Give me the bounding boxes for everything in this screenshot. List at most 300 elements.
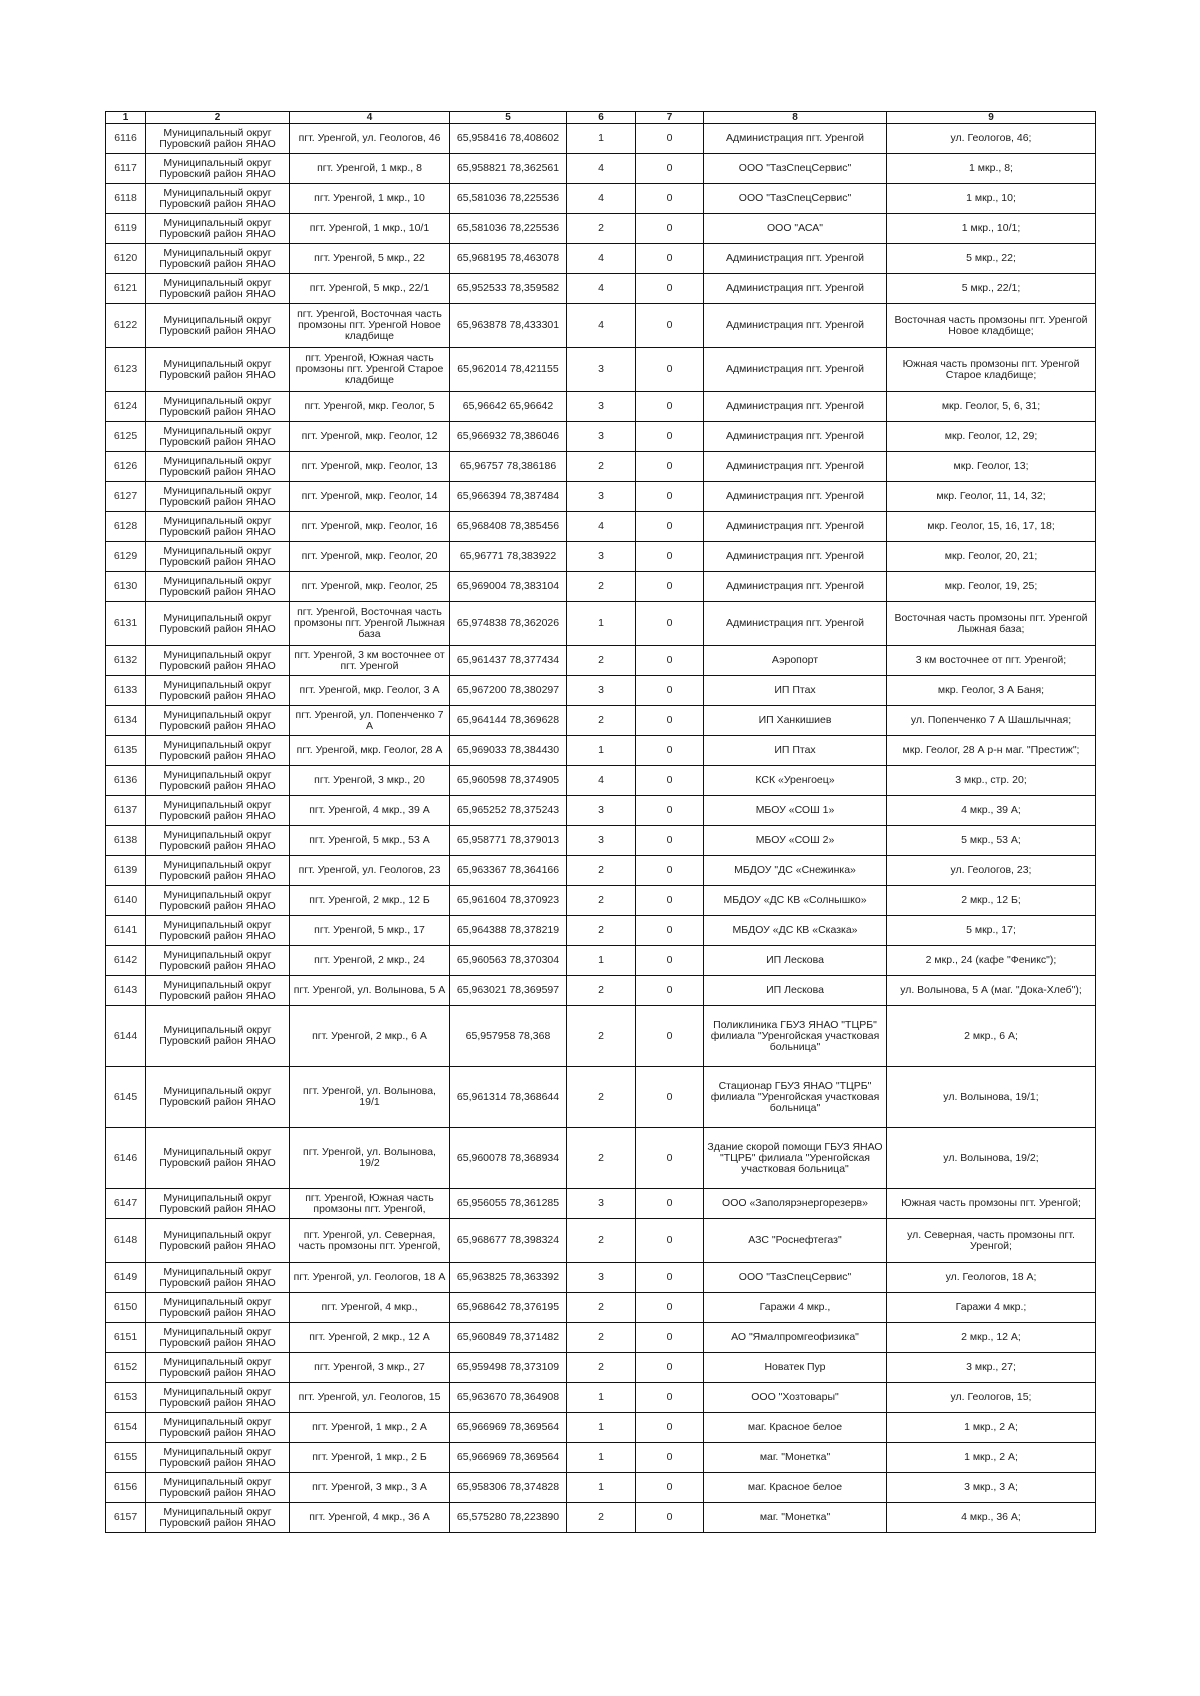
cell-address: пгт. Уренгой, мкр. Геолог, 13 <box>290 452 450 482</box>
cell-municipality: Муниципальный округ Пуровский район ЯНАО <box>146 916 290 946</box>
cell-number: 6151 <box>106 1323 146 1353</box>
cell-coordinates: 65,958821 78,362561 <box>450 154 567 184</box>
cell-col6: 3 <box>567 422 636 452</box>
cell-owner: МБОУ «СОШ 2» <box>704 826 887 856</box>
cell-number: 6131 <box>106 602 146 646</box>
cell-owner: Администрация пгт. Уренгой <box>704 542 887 572</box>
cell-location: мкр. Геолог, 20, 21; <box>887 542 1096 572</box>
cell-col7: 0 <box>636 1323 704 1353</box>
cell-municipality: Муниципальный округ Пуровский район ЯНАО <box>146 1473 290 1503</box>
table-row <box>106 214 1096 244</box>
cell-col6: 3 <box>567 482 636 512</box>
cell-municipality: Муниципальный округ Пуровский район ЯНАО <box>146 422 290 452</box>
cell-location: мкр. Геолог, 12, 29; <box>887 422 1096 452</box>
cell-municipality: Муниципальный округ Пуровский район ЯНАО <box>146 154 290 184</box>
cell-number: 6136 <box>106 766 146 796</box>
cell-col7: 0 <box>636 946 704 976</box>
cell-location: ул. Попенченко 7 А Шашлычная; <box>887 706 1096 736</box>
cell-col7: 0 <box>636 572 704 602</box>
cell-municipality: Муниципальный округ Пуровский район ЯНАО <box>146 1219 290 1263</box>
table-row <box>106 244 1096 274</box>
cell-col6: 1 <box>567 602 636 646</box>
cell-col7: 0 <box>636 766 704 796</box>
cell-col6: 2 <box>567 1293 636 1323</box>
cell-address: пгт. Уренгой, Восточная часть промзоны пгт. Уренгой Новое кладбище <box>290 304 450 348</box>
cell-coordinates: 65,968677 78,398324 <box>450 1219 567 1263</box>
cell-number: 6155 <box>106 1443 146 1473</box>
cell-address: пгт. Уренгой, ул. Геологов, 23 <box>290 856 450 886</box>
table-row <box>106 1413 1096 1443</box>
cell-number: 6152 <box>106 1353 146 1383</box>
cell-municipality: Муниципальный округ Пуровский район ЯНАО <box>146 1128 290 1189</box>
cell-address: пгт. Уренгой, 3 мкр., 3 А <box>290 1473 450 1503</box>
cell-col7: 0 <box>636 736 704 766</box>
cell-number: 6156 <box>106 1473 146 1503</box>
cell-number: 6143 <box>106 976 146 1006</box>
registry-sheet <box>105 111 1096 1533</box>
cell-municipality: Муниципальный округ Пуровский район ЯНАО <box>146 274 290 304</box>
cell-location: Восточная часть промзоны пгт. Уренгой Новое кладбище; <box>887 304 1096 348</box>
cell-owner: АО "Ямалпромгеофизика" <box>704 1323 887 1353</box>
cell-number: 6125 <box>106 422 146 452</box>
cell-col7: 0 <box>636 1503 704 1533</box>
cell-col6: 3 <box>567 1263 636 1293</box>
cell-col7: 0 <box>636 482 704 512</box>
table-row <box>106 1323 1096 1353</box>
col-header-7: 7 <box>636 112 704 124</box>
cell-owner: Администрация пгт. Уренгой <box>704 244 887 274</box>
cell-col7: 0 <box>636 916 704 946</box>
cell-address: пгт. Уренгой, 1 мкр., 2 А <box>290 1413 450 1443</box>
cell-col7: 0 <box>636 1443 704 1473</box>
table-row <box>106 542 1096 572</box>
cell-municipality: Муниципальный округ Пуровский район ЯНАО <box>146 542 290 572</box>
cell-municipality: Муниципальный округ Пуровский район ЯНАО <box>146 1067 290 1128</box>
cell-col6: 2 <box>567 1353 636 1383</box>
cell-col6: 2 <box>567 452 636 482</box>
table-row <box>106 348 1096 392</box>
cell-location: 4 мкр., 39 А; <box>887 796 1096 826</box>
cell-number: 6132 <box>106 646 146 676</box>
cell-col6: 2 <box>567 1503 636 1533</box>
cell-municipality: Муниципальный округ Пуровский район ЯНАО <box>146 676 290 706</box>
cell-owner: Аэропорт <box>704 646 887 676</box>
cell-municipality: Муниципальный округ Пуровский район ЯНАО <box>146 886 290 916</box>
cell-number: 6148 <box>106 1219 146 1263</box>
cell-owner: Здание скорой помощи ГБУЗ ЯНАО "ТЦРБ" филиала "Уренгойская участковая больница" <box>704 1128 887 1189</box>
cell-coordinates: 65,965252 78,375243 <box>450 796 567 826</box>
table-row <box>106 124 1096 154</box>
cell-municipality: Муниципальный округ Пуровский район ЯНАО <box>146 856 290 886</box>
cell-col7: 0 <box>636 1473 704 1503</box>
cell-address: пгт. Уренгой, мкр. Геолог, 25 <box>290 572 450 602</box>
cell-address: пгт. Уренгой, мкр. Геолог, 16 <box>290 512 450 542</box>
cell-col7: 0 <box>636 392 704 422</box>
cell-coordinates: 65,968408 78,385456 <box>450 512 567 542</box>
cell-number: 6130 <box>106 572 146 602</box>
cell-col7: 0 <box>636 124 704 154</box>
cell-coordinates: 65,96757 78,386186 <box>450 452 567 482</box>
cell-owner: Администрация пгт. Уренгой <box>704 602 887 646</box>
col-header-1: 1 <box>106 112 146 124</box>
cell-owner: ООО "ТазСпецСервис" <box>704 1263 887 1293</box>
cell-col7: 0 <box>636 1413 704 1443</box>
cell-col7: 0 <box>636 1128 704 1189</box>
cell-municipality: Муниципальный округ Пуровский район ЯНАО <box>146 1323 290 1353</box>
cell-address: пгт. Уренгой, ул. Попенченко 7 А <box>290 706 450 736</box>
table-row <box>106 976 1096 1006</box>
cell-coordinates: 65,966969 78,369564 <box>450 1443 567 1473</box>
col-header-8: 8 <box>704 112 887 124</box>
cell-address: пгт. Уренгой, 5 мкр., 53 А <box>290 826 450 856</box>
cell-coordinates: 65,963878 78,433301 <box>450 304 567 348</box>
cell-location: мкр. Геолог, 28 А р-н маг. "Престиж"; <box>887 736 1096 766</box>
table-row <box>106 736 1096 766</box>
cell-municipality: Муниципальный округ Пуровский район ЯНАО <box>146 706 290 736</box>
cell-coordinates: 65,957958 78,368 <box>450 1006 567 1067</box>
cell-location: ул. Геологов, 15; <box>887 1383 1096 1413</box>
table-row <box>106 1473 1096 1503</box>
cell-location: мкр. Геолог, 5, 6, 31; <box>887 392 1096 422</box>
cell-number: 6118 <box>106 184 146 214</box>
cell-address: пгт. Уренгой, мкр. Геолог, 14 <box>290 482 450 512</box>
cell-coordinates: 65,581036 78,225536 <box>450 214 567 244</box>
cell-owner: ООО "ТазСпецСервис" <box>704 154 887 184</box>
cell-owner: ООО "ТазСпецСервис" <box>704 184 887 214</box>
cell-owner: ИП Ханкишиев <box>704 706 887 736</box>
cell-coordinates: 65,960849 78,371482 <box>450 1323 567 1353</box>
cell-address: пгт. Уренгой, ул. Волынова, 19/2 <box>290 1128 450 1189</box>
cell-municipality: Муниципальный округ Пуровский район ЯНАО <box>146 766 290 796</box>
cell-location: 2 мкр., 12 А; <box>887 1323 1096 1353</box>
cell-address: пгт. Уренгой, Восточная часть промзоны пгт. Уренгой Лыжная база <box>290 602 450 646</box>
cell-coordinates: 65,960078 78,368934 <box>450 1128 567 1189</box>
cell-number: 6144 <box>106 1006 146 1067</box>
cell-location: 1 мкр., 10/1; <box>887 214 1096 244</box>
cell-location: Восточная часть промзоны пгт. Уренгой Лыжная база; <box>887 602 1096 646</box>
cell-number: 6127 <box>106 482 146 512</box>
cell-address: пгт. Уренгой, 3 мкр., 20 <box>290 766 450 796</box>
cell-municipality: Муниципальный округ Пуровский район ЯНАО <box>146 1189 290 1219</box>
cell-owner: ООО "Хозтовары" <box>704 1383 887 1413</box>
table-row <box>106 646 1096 676</box>
cell-location: ул. Геологов, 46; <box>887 124 1096 154</box>
cell-number: 6124 <box>106 392 146 422</box>
cell-col7: 0 <box>636 1293 704 1323</box>
cell-col6: 1 <box>567 1473 636 1503</box>
cell-municipality: Муниципальный округ Пуровский район ЯНАО <box>146 244 290 274</box>
cell-coordinates: 65,964388 78,378219 <box>450 916 567 946</box>
cell-number: 6140 <box>106 886 146 916</box>
cell-owner: Администрация пгт. Уренгой <box>704 482 887 512</box>
cell-owner: КСК «Уренгоец» <box>704 766 887 796</box>
cell-owner: МБДОУ «ДС КВ «Солнышко» <box>704 886 887 916</box>
cell-location: 5 мкр., 22/1; <box>887 274 1096 304</box>
cell-number: 6135 <box>106 736 146 766</box>
cell-col6: 3 <box>567 676 636 706</box>
cell-col6: 4 <box>567 512 636 542</box>
table-row <box>106 1189 1096 1219</box>
cell-municipality: Муниципальный округ Пуровский район ЯНАО <box>146 1353 290 1383</box>
cell-owner: Поликлиника ГБУЗ ЯНАО "ТЦРБ" филиала "Уренгойская участковая больница" <box>704 1006 887 1067</box>
cell-coordinates: 65,961604 78,370923 <box>450 886 567 916</box>
cell-coordinates: 65,963021 78,369597 <box>450 976 567 1006</box>
cell-number: 6129 <box>106 542 146 572</box>
cell-location: 5 мкр., 53 А; <box>887 826 1096 856</box>
table-row <box>106 1067 1096 1128</box>
cell-address: пгт. Уренгой, 1 мкр., 8 <box>290 154 450 184</box>
cell-location: мкр. Геолог, 11, 14, 32; <box>887 482 1096 512</box>
cell-col6: 2 <box>567 646 636 676</box>
cell-col6: 3 <box>567 826 636 856</box>
cell-col6: 1 <box>567 124 636 154</box>
cell-municipality: Муниципальный округ Пуровский район ЯНАО <box>146 946 290 976</box>
cell-coordinates: 65,581036 78,225536 <box>450 184 567 214</box>
cell-municipality: Муниципальный округ Пуровский район ЯНАО <box>146 1006 290 1067</box>
cell-coordinates: 65,966394 78,387484 <box>450 482 567 512</box>
cell-col7: 0 <box>636 706 704 736</box>
cell-owner: ИП Птах <box>704 736 887 766</box>
cell-coordinates: 65,956055 78,361285 <box>450 1189 567 1219</box>
cell-address: пгт. Уренгой, 1 мкр., 2 Б <box>290 1443 450 1473</box>
cell-number: 6147 <box>106 1189 146 1219</box>
cell-owner: Стационар ГБУЗ ЯНАО "ТЦРБ" филиала "Уренгойская участковая больница" <box>704 1067 887 1128</box>
cell-owner: маг. "Монетка" <box>704 1443 887 1473</box>
cell-number: 6126 <box>106 452 146 482</box>
cell-address: пгт. Уренгой, 2 мкр., 6 А <box>290 1006 450 1067</box>
cell-municipality: Муниципальный округ Пуровский район ЯНАО <box>146 646 290 676</box>
cell-municipality: Муниципальный округ Пуровский район ЯНАО <box>146 512 290 542</box>
table-row <box>106 1263 1096 1293</box>
cell-municipality: Муниципальный округ Пуровский район ЯНАО <box>146 826 290 856</box>
cell-owner: Администрация пгт. Уренгой <box>704 572 887 602</box>
cell-coordinates: 65,575280 78,223890 <box>450 1503 567 1533</box>
header-row <box>106 112 1096 124</box>
cell-col6: 3 <box>567 542 636 572</box>
table-row <box>106 946 1096 976</box>
cell-col7: 0 <box>636 214 704 244</box>
table-row <box>106 796 1096 826</box>
cell-coordinates: 65,960598 78,374905 <box>450 766 567 796</box>
cell-number: 6117 <box>106 154 146 184</box>
cell-owner: Администрация пгт. Уренгой <box>704 422 887 452</box>
cell-location: ул. Волынова, 19/1; <box>887 1067 1096 1128</box>
cell-col7: 0 <box>636 274 704 304</box>
cell-municipality: Муниципальный округ Пуровский район ЯНАО <box>146 214 290 244</box>
cell-municipality: Муниципальный округ Пуровский район ЯНАО <box>146 452 290 482</box>
cell-location: Гаражи 4 мкр.; <box>887 1293 1096 1323</box>
cell-owner: МБДОУ "ДС «Снежинка» <box>704 856 887 886</box>
table-row <box>106 452 1096 482</box>
cell-municipality: Муниципальный округ Пуровский район ЯНАО <box>146 1503 290 1533</box>
cell-location: Южная часть промзоны пгт. Уренгой; <box>887 1189 1096 1219</box>
registry-table <box>105 111 1096 1533</box>
cell-coordinates: 65,968642 78,376195 <box>450 1293 567 1323</box>
cell-number: 6145 <box>106 1067 146 1128</box>
cell-col6: 2 <box>567 976 636 1006</box>
cell-coordinates: 65,963825 78,363392 <box>450 1263 567 1293</box>
table-row <box>106 706 1096 736</box>
cell-location: 5 мкр., 22; <box>887 244 1096 274</box>
cell-address: пгт. Уренгой, мкр. Геолог, 5 <box>290 392 450 422</box>
table-row <box>106 572 1096 602</box>
cell-owner: МБДОУ «ДС КВ «Сказка» <box>704 916 887 946</box>
cell-coordinates: 65,958306 78,374828 <box>450 1473 567 1503</box>
cell-col7: 0 <box>636 1383 704 1413</box>
cell-coordinates: 65,961314 78,368644 <box>450 1067 567 1128</box>
cell-location: мкр. Геолог, 13; <box>887 452 1096 482</box>
cell-col7: 0 <box>636 184 704 214</box>
cell-col6: 3 <box>567 392 636 422</box>
table-row <box>106 304 1096 348</box>
cell-address: пгт. Уренгой, 5 мкр., 22 <box>290 244 450 274</box>
cell-coordinates: 65,96642 65,96642 <box>450 392 567 422</box>
cell-number: 6146 <box>106 1128 146 1189</box>
cell-col6: 4 <box>567 274 636 304</box>
table-row <box>106 482 1096 512</box>
table-row <box>106 422 1096 452</box>
cell-owner: маг. Красное белое <box>704 1473 887 1503</box>
cell-municipality: Муниципальный округ Пуровский район ЯНАО <box>146 602 290 646</box>
cell-address: пгт. Уренгой, мкр. Геолог, 28 А <box>290 736 450 766</box>
cell-owner: маг. Красное белое <box>704 1413 887 1443</box>
cell-address: пгт. Уренгой, ул. Волынова, 5 А <box>290 976 450 1006</box>
cell-address: пгт. Уренгой, 1 мкр., 10/1 <box>290 214 450 244</box>
cell-location: 2 мкр., 12 Б; <box>887 886 1096 916</box>
col-header-6: 6 <box>567 112 636 124</box>
cell-coordinates: 65,959498 78,373109 <box>450 1353 567 1383</box>
cell-address: пгт. Уренгой, 3 км восточнее от пгт. Уренгой <box>290 646 450 676</box>
cell-municipality: Муниципальный округ Пуровский район ЯНАО <box>146 1293 290 1323</box>
col-header-9: 9 <box>887 112 1096 124</box>
cell-col6: 2 <box>567 1323 636 1353</box>
cell-number: 6138 <box>106 826 146 856</box>
cell-municipality: Муниципальный округ Пуровский район ЯНАО <box>146 304 290 348</box>
cell-location: 3 мкр., 27; <box>887 1353 1096 1383</box>
table-row <box>106 512 1096 542</box>
cell-municipality: Муниципальный округ Пуровский район ЯНАО <box>146 1413 290 1443</box>
cell-number: 6123 <box>106 348 146 392</box>
cell-col6: 2 <box>567 706 636 736</box>
cell-coordinates: 65,963670 78,364908 <box>450 1383 567 1413</box>
cell-col6: 1 <box>567 1413 636 1443</box>
cell-number: 6141 <box>106 916 146 946</box>
cell-coordinates: 65,964144 78,369628 <box>450 706 567 736</box>
table-row <box>106 1503 1096 1533</box>
cell-col6: 2 <box>567 856 636 886</box>
cell-municipality: Муниципальный округ Пуровский район ЯНАО <box>146 736 290 766</box>
cell-col6: 2 <box>567 572 636 602</box>
cell-municipality: Муниципальный округ Пуровский район ЯНАО <box>146 184 290 214</box>
cell-municipality: Муниципальный округ Пуровский район ЯНАО <box>146 796 290 826</box>
cell-col6: 1 <box>567 946 636 976</box>
cell-coordinates: 65,966969 78,369564 <box>450 1413 567 1443</box>
cell-address: пгт. Уренгой, мкр. Геолог, 20 <box>290 542 450 572</box>
cell-col7: 0 <box>636 512 704 542</box>
cell-address: пгт. Уренгой, Южная часть промзоны пгт. Уренгой Старое кладбище <box>290 348 450 392</box>
cell-owner: МБОУ «СОШ 1» <box>704 796 887 826</box>
cell-col6: 1 <box>567 1443 636 1473</box>
cell-col6: 2 <box>567 1219 636 1263</box>
cell-col6: 2 <box>567 886 636 916</box>
cell-owner: Администрация пгт. Уренгой <box>704 348 887 392</box>
cell-col7: 0 <box>636 154 704 184</box>
cell-number: 6121 <box>106 274 146 304</box>
table-row <box>106 154 1096 184</box>
cell-coordinates: 65,960563 78,370304 <box>450 946 567 976</box>
cell-coordinates: 65,963367 78,364166 <box>450 856 567 886</box>
cell-coordinates: 65,952533 78,359582 <box>450 274 567 304</box>
cell-owner: Новатек Пур <box>704 1353 887 1383</box>
cell-number: 6153 <box>106 1383 146 1413</box>
table-row <box>106 826 1096 856</box>
cell-municipality: Муниципальный округ Пуровский район ЯНАО <box>146 392 290 422</box>
table-row <box>106 1353 1096 1383</box>
cell-coordinates: 65,974838 78,362026 <box>450 602 567 646</box>
cell-col6: 2 <box>567 1128 636 1189</box>
cell-col6: 1 <box>567 736 636 766</box>
cell-col7: 0 <box>636 856 704 886</box>
cell-coordinates: 65,969004 78,383104 <box>450 572 567 602</box>
cell-col7: 0 <box>636 826 704 856</box>
cell-address: пгт. Уренгой, ул. Геологов, 18 А <box>290 1263 450 1293</box>
cell-coordinates: 65,958416 78,408602 <box>450 124 567 154</box>
col-header-2: 2 <box>146 112 290 124</box>
cell-address: пгт. Уренгой, 4 мкр., 36 А <box>290 1503 450 1533</box>
col-header-5: 5 <box>450 112 567 124</box>
cell-number: 6120 <box>106 244 146 274</box>
cell-col7: 0 <box>636 676 704 706</box>
cell-address: пгт. Уренгой, мкр. Геолог, 12 <box>290 422 450 452</box>
cell-col6: 1 <box>567 1383 636 1413</box>
cell-owner: ИП Птах <box>704 676 887 706</box>
cell-location: мкр. Геолог, 3 А Баня; <box>887 676 1096 706</box>
cell-location: 3 км восточнее от пгт. Уренгой; <box>887 646 1096 676</box>
cell-address: пгт. Уренгой, ул. Северная, часть промзоны пгт. Уренгой, <box>290 1219 450 1263</box>
cell-address: пгт. Уренгой, 2 мкр., 12 Б <box>290 886 450 916</box>
cell-col6: 4 <box>567 766 636 796</box>
cell-address: пгт. Уренгой, ул. Геологов, 15 <box>290 1383 450 1413</box>
cell-col7: 0 <box>636 1353 704 1383</box>
cell-col7: 0 <box>636 1067 704 1128</box>
cell-address: пгт. Уренгой, Южная часть промзоны пгт. Уренгой, <box>290 1189 450 1219</box>
table-row <box>106 1293 1096 1323</box>
cell-coordinates: 65,962014 78,421155 <box>450 348 567 392</box>
cell-col7: 0 <box>636 244 704 274</box>
cell-location: 1 мкр., 8; <box>887 154 1096 184</box>
cell-number: 6133 <box>106 676 146 706</box>
cell-municipality: Муниципальный округ Пуровский район ЯНАО <box>146 1443 290 1473</box>
col-header-4: 4 <box>290 112 450 124</box>
cell-location: 1 мкр., 10; <box>887 184 1096 214</box>
cell-coordinates: 65,961437 78,377434 <box>450 646 567 676</box>
cell-number: 6137 <box>106 796 146 826</box>
cell-col6: 2 <box>567 1006 636 1067</box>
table-row <box>106 886 1096 916</box>
registry-body <box>106 124 1096 1533</box>
cell-address: пгт. Уренгой, ул. Геологов, 46 <box>290 124 450 154</box>
cell-owner: ООО «Заполярэнергорезерв» <box>704 1189 887 1219</box>
cell-col6: 3 <box>567 1189 636 1219</box>
cell-municipality: Муниципальный округ Пуровский район ЯНАО <box>146 482 290 512</box>
cell-location: 1 мкр., 2 А; <box>887 1443 1096 1473</box>
cell-location: 2 мкр., 24 (кафе "Феникс"); <box>887 946 1096 976</box>
cell-coordinates: 65,966932 78,386046 <box>450 422 567 452</box>
cell-col6: 2 <box>567 214 636 244</box>
cell-address: пгт. Уренгой, 4 мкр., <box>290 1293 450 1323</box>
cell-number: 6142 <box>106 946 146 976</box>
cell-owner: Администрация пгт. Уренгой <box>704 452 887 482</box>
